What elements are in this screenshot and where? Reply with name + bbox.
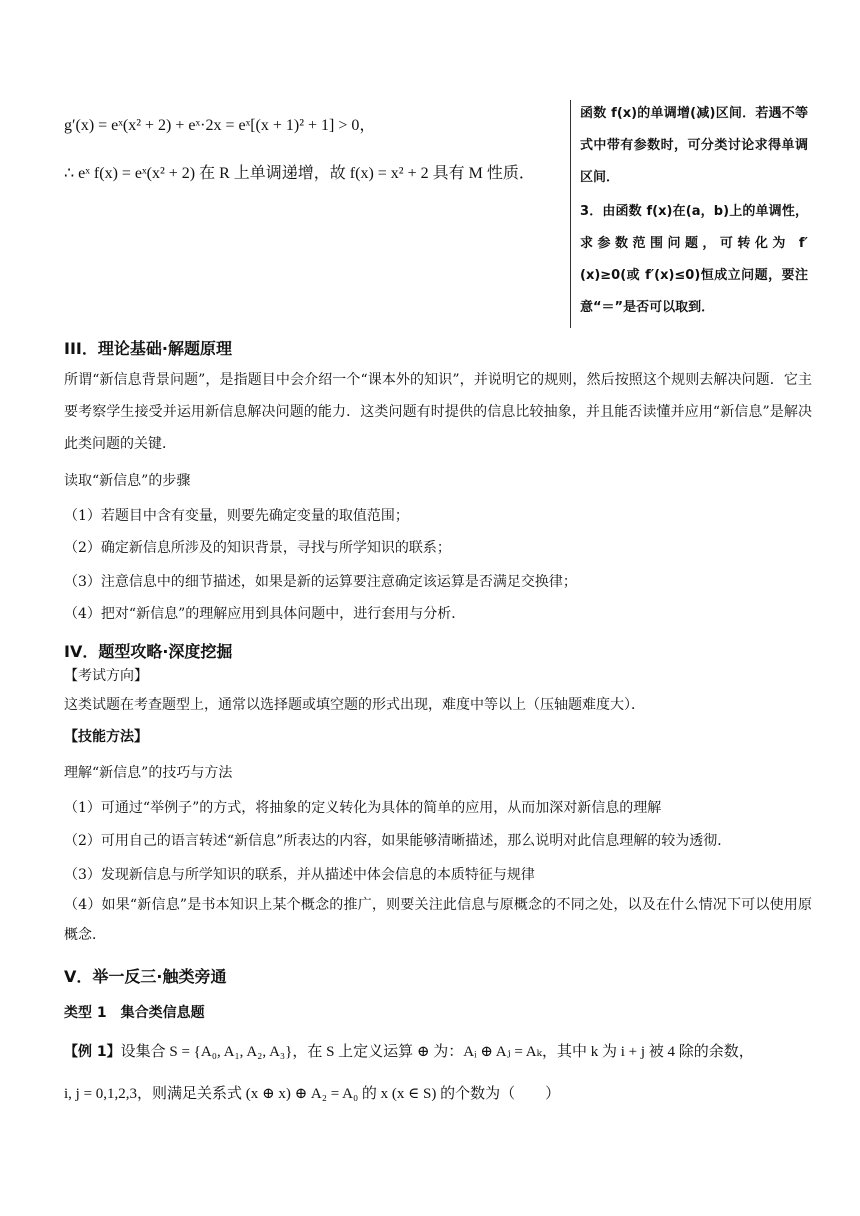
skill-item: （1）可通过“举例子”的方式，将抽象的定义转化为具体的简单的应用，从而加深对新信息的理解 <box>64 800 662 816</box>
skill-item: （2）可用自己的语言转述“新信息”所表达的内容，如果能够清晰描述，那么说明对此信息理解的较为透彻． <box>64 833 732 849</box>
skill-title: 理解“新信息”的技巧与方法 <box>64 765 233 781</box>
step-item: （4）把对“新信息”的理解应用到具体问题中，进行套用与分析． <box>64 606 466 622</box>
skill-item: （3）发现新信息与所学知识的联系，并从描述中体会信息的本质特征与规律 <box>64 867 535 883</box>
steps-title: 读取“新信息”的步骤 <box>64 473 191 489</box>
step-item: （1）若题目中含有变量，则要先确定变量的取值范围； <box>64 508 409 524</box>
exam-direction-text: 这类试题在考查题型上，通常以选择题或填空题的形式出现，难度中等以上（压轴题难度大）． <box>64 697 645 713</box>
sidebar-note-1: 函数 f(x)的单调增(减)区间．若遇不等式中带有参数时，可分类讨论求得单调区间． <box>580 106 808 185</box>
skill-item: （4）如果“新信息”是书本知识上某个概念的推广，则要关注此信息与原概念的不同之处，以及在什么情况下可以使用原概念． <box>64 897 812 943</box>
example-line-1 <box>64 1040 754 1061</box>
section-5-heading: V．举一反三·触类旁通 <box>64 967 227 986</box>
sidebar-divider <box>570 100 571 328</box>
step-item: （2）确定新信息所涉及的知识背景，寻找与所学知识的联系； <box>64 540 451 556</box>
formula-derivative: g′(x) = eˣ(x² + 2) + eˣ·2x = eˣ[(x + 1)² + 1] > 0， <box>64 117 376 134</box>
example-text-1: 设集合 S = {A₀, A₁, A₂, A₃}，在 S 上定义运算 ⊕ 为：Aᵢ ⊕ Aⱼ = Aₖ，其中 k 为 i + j 被 4 除的余数， <box>120 1044 754 1060</box>
section-3-heading: III．理论基础·解题原理 <box>64 339 232 358</box>
type-label: 类型 1 集合类信息题 <box>64 1005 205 1021</box>
exam-direction-label: 【考试方向】 <box>64 668 148 684</box>
formula-conclusion: ∴ eˣ f(x) = eˣ(x² + 2) 在 R 上单调递增，故 f(x) = x² + 2 具有 M 性质． <box>64 165 535 182</box>
section-4-heading: IV．题型攻略·深度挖掘 <box>64 642 233 661</box>
sidebar-note-2: 3．由函数 f(x)在(a，b)上的单调性，求参数范围问题，可转化为 f′(x)≥0(或 f′(x)≤0)恒成立问题，要注意“＝”是否可以取到． <box>580 204 808 315</box>
section-3-intro: 所谓“新信息背景问题”，是指题目中会介绍一个“课本外的知识”，并说明它的规则，然后按照这个规则去解决问题．它主要考察学生接受并运用新信息解决问题的能力．这类问题有时提供的信息比较抽象，并且能否读懂并应用“新信息”是解决此类问题的关键． <box>64 372 812 452</box>
example-label: 【例 1】 <box>64 1044 121 1060</box>
example-line-2: i, j = 0,1,2,3，则满足关系式 (x ⊕ x) ⊕ A₂ = A₀ 的 x (x ∈ S) 的个数为（ ） <box>64 1086 561 1102</box>
step-item: （3）注意信息中的细节描述，如果是新的运算要注意确定该运算是否满足交换律； <box>64 574 577 590</box>
skill-method-label: 【技能方法】 <box>64 729 148 745</box>
